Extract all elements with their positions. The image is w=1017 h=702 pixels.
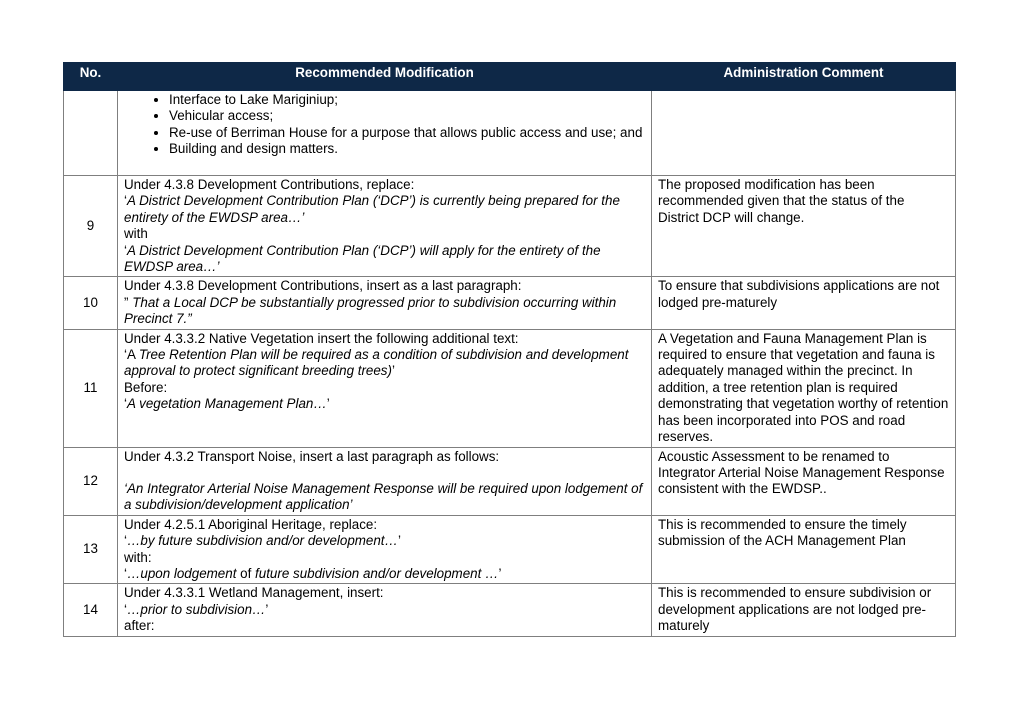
cell-comment: This is recommended to ensure subdivision or development applications are not lodged pre-maturely [652, 584, 956, 636]
table-row [64, 515, 956, 584]
table-row [64, 584, 956, 636]
mod-text: Under 4.3.3.1 Wetland Management, insert: [124, 585, 384, 601]
mod-quote: ‘An Integrator Arterial Noise Management Response will be required upon lodgement of a subdivision/development application’ [124, 480, 643, 513]
mod-quote: ‘…upon lodgement of future subdivision and/or development …’ [124, 565, 502, 581]
mod-text: Under 4.3.8 Development Contributions, insert as a last paragraph: [124, 278, 522, 294]
mod-quote: ‘A vegetation Management Plan…’ [124, 396, 330, 412]
mod-quote: ‘A District Development Contribution Plan (‘DCP’) will apply for the entirety of the EWDSP area…’ [124, 242, 601, 275]
mod-text: Under 4.2.5.1 Aboriginal Heritage, replace: [124, 516, 378, 532]
mod-text: Before: [124, 379, 168, 395]
table-row [64, 277, 956, 329]
cell-no: 11 [64, 329, 118, 447]
bullet-list [124, 92, 645, 158]
table-row [64, 91, 956, 176]
table-row [64, 447, 956, 515]
mod-text: Under 4.3.8 Development Contributions, replace: [124, 177, 415, 192]
cell-no: 9 [64, 176, 118, 277]
mod-quote: ‘A Tree Retention Plan will be required as a condition of subdivision and development approval to protect significant breeding trees)’ [124, 347, 629, 379]
cell-comment: To ensure that subdivisions applications are not lodged pre-maturely [652, 277, 956, 329]
cell-modification [118, 329, 652, 447]
cell-comment: Acoustic Assessment to be renamed to Integrator Arterial Noise Management Response consistent with the EWDSP.. [652, 447, 956, 515]
mod-text: Under 4.3.3.2 Native Vegetation insert the following additional text: [124, 330, 519, 346]
table-row [64, 329, 956, 447]
cell-comment: This is recommended to ensure the timely submission of the ACH Management Plan [652, 515, 956, 584]
header-no: No. [64, 63, 118, 91]
spacer [124, 465, 645, 481]
cell-no [64, 91, 118, 176]
header-row [64, 63, 956, 91]
list-item: • Building and design matters. [169, 141, 645, 157]
cell-no: 13 [64, 515, 118, 584]
cell-modification [118, 584, 652, 636]
table-row [64, 176, 956, 277]
mod-text: after: [124, 618, 155, 634]
mod-quote: ‘…prior to subdivision…’ [124, 601, 269, 617]
cell-modification [118, 176, 652, 277]
mod-quote: ‘A District Development Contribution Plan (‘DCP’) is currently being prepared for the entirety of the EWDSP area…’ [124, 193, 620, 225]
cell-no: 10 [64, 277, 118, 329]
cell-modification [118, 91, 652, 176]
cell-modification [118, 515, 652, 584]
cell-comment [652, 91, 956, 176]
cell-modification [118, 277, 652, 329]
mod-text: with [124, 226, 148, 242]
modifications-table [63, 62, 956, 637]
cell-modification [118, 447, 652, 515]
mod-quote: ” That a Local DCP be substantially progressed prior to subdivision occurring within Precinct 7.” [124, 294, 617, 327]
list-item: • Re-use of Berriman House for a purpose that allows public access and use; and [169, 125, 645, 141]
cell-comment: A Vegetation and Fauna Management Plan is required to ensure that vegetation and fauna is adequately managed within the precinct. In addition, a tree retention plan is required demonstrating that vegetation worthy of retention has been incorporated into POS and road reserves. [652, 329, 956, 447]
mod-quote: ‘…by future subdivision and/or development…’ [124, 533, 401, 549]
header-administration-comment: Administration Comment [652, 63, 956, 91]
mod-text: Under 4.3.2 Transport Noise, insert a last paragraph as follows: [124, 448, 500, 464]
list-item: • Interface to Lake Mariginiup; [169, 92, 645, 108]
mod-text: with: [124, 549, 152, 565]
header-recommended-modification: Recommended Modification [118, 63, 652, 91]
cell-no: 14 [64, 584, 118, 636]
cell-comment: The proposed modification has been recommended given that the status of the District DCP will change. [652, 176, 956, 277]
list-item: • Vehicular access; [169, 108, 645, 124]
cell-no: 12 [64, 447, 118, 515]
